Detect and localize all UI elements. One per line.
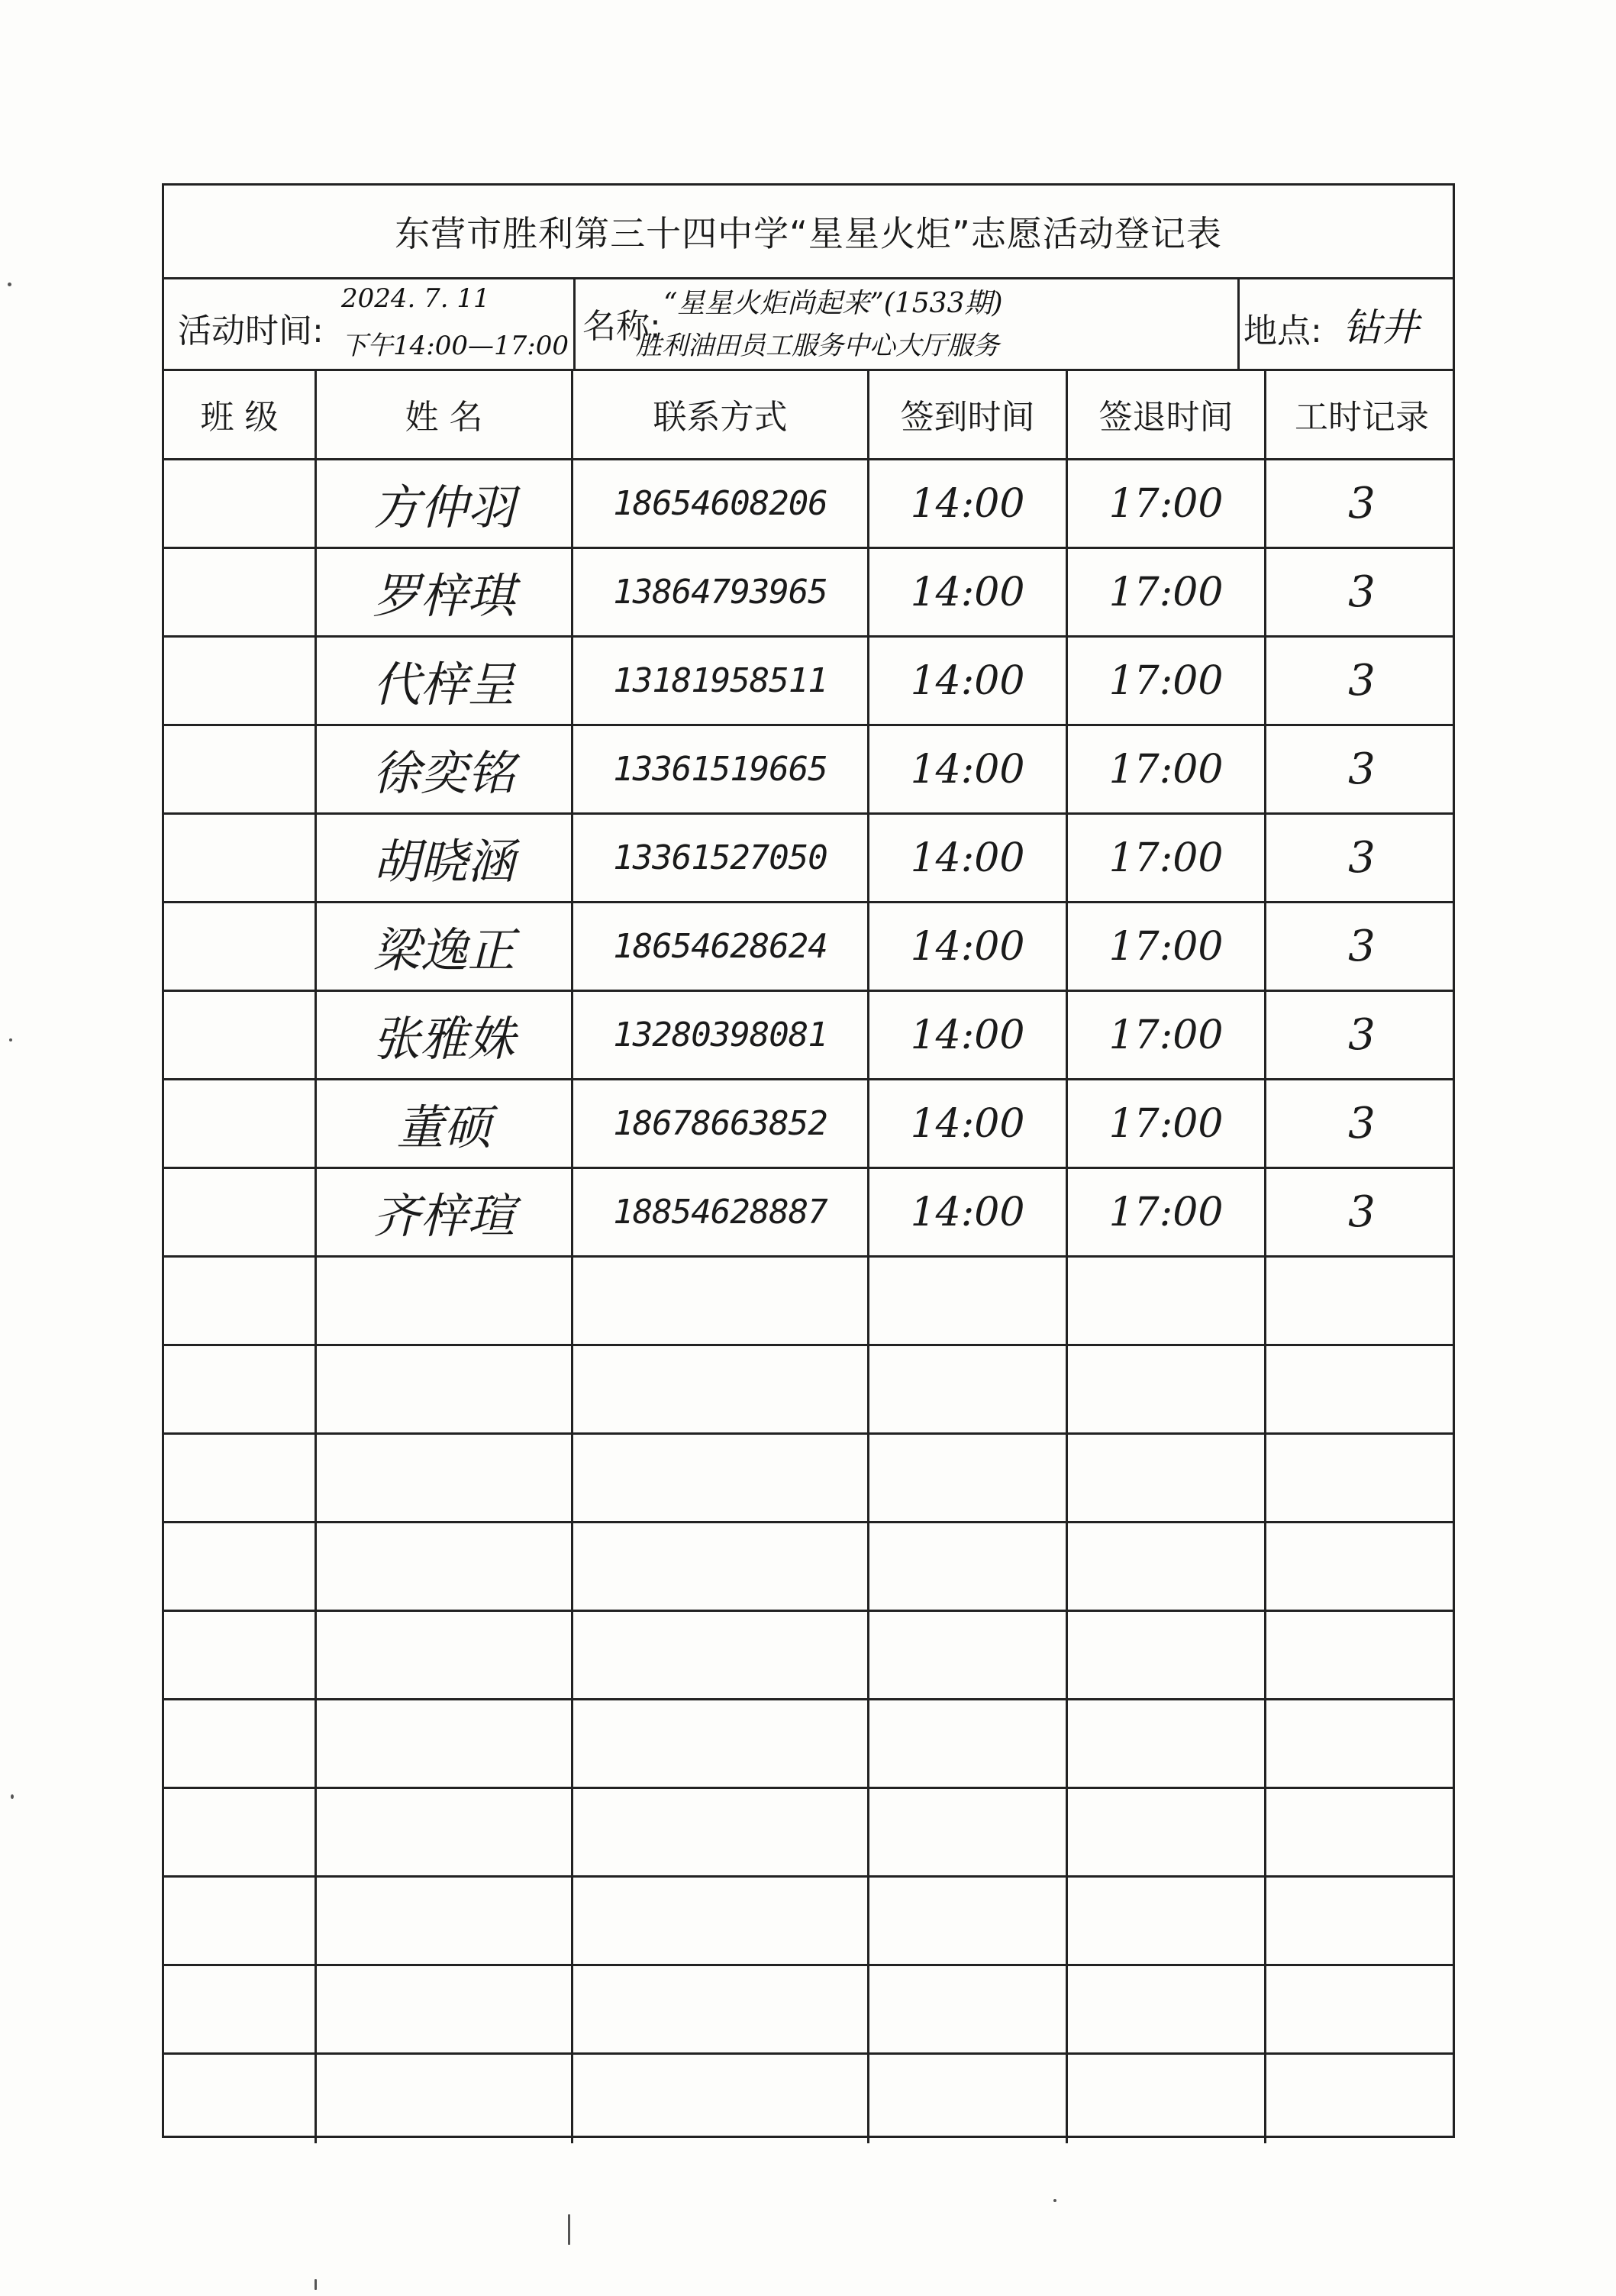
cell-hours: 3	[1348, 479, 1376, 528]
cell-sign-in: 14:00	[869, 1169, 1068, 1255]
cell-sign-out	[1068, 1346, 1266, 1432]
cell-phone: 18654608206	[573, 460, 869, 547]
cell-name: 代梓呈	[317, 638, 573, 724]
header-sign-out: 签退时间	[1068, 369, 1266, 458]
cell-hours	[1266, 1878, 1457, 1964]
table-row	[164, 549, 1453, 638]
cell-sign-out	[1068, 1612, 1266, 1698]
scan-speck	[314, 2279, 317, 2290]
cell-sign-out: 17:00	[1068, 1080, 1266, 1167]
cell-hours: 3	[1348, 1010, 1376, 1060]
cell-phone	[573, 1435, 869, 1521]
cell-name	[317, 1435, 573, 1521]
cell-phone	[573, 1966, 869, 2052]
scan-speck	[11, 1794, 14, 1799]
cell-hours	[1266, 1966, 1457, 2052]
cell-class	[164, 726, 317, 812]
activity-place-cell	[1237, 277, 1457, 369]
cell-sign-out	[1068, 1258, 1266, 1344]
activity-time-cell	[164, 277, 576, 369]
cell-sign-out	[1068, 1966, 1266, 2052]
activity-name-line2: 胜利油田员工服务中心大厅服务	[636, 331, 999, 361]
cell-name: 董硕	[317, 1080, 573, 1167]
cell-sign-in	[869, 2055, 1068, 2143]
cell-class	[164, 2055, 317, 2143]
cell-phone: 18678663852	[573, 1080, 869, 1167]
form-title: 东营市胜利第三十四中学“星星火炬”志愿活动登记表	[164, 186, 1453, 279]
cell-sign-out	[1068, 1700, 1266, 1787]
cell-phone: 18854628887	[573, 1169, 869, 1255]
cell-name: 徐奕铭	[317, 726, 573, 812]
cell-sign-in	[869, 1523, 1068, 1610]
table-row	[164, 1080, 1453, 1169]
cell-class	[164, 992, 317, 1078]
cell-hours	[1266, 1523, 1457, 1610]
cell-hours: 3	[1348, 656, 1376, 706]
cell-name	[317, 1789, 573, 1875]
table-row	[164, 1258, 1453, 1346]
cell-phone	[573, 1346, 869, 1432]
cell-hours: 3	[1348, 1187, 1376, 1237]
cell-sign-out: 17:00	[1068, 1169, 1266, 1255]
cell-class	[164, 1612, 317, 1698]
cell-name	[317, 1700, 573, 1787]
scan-speck	[1053, 2199, 1056, 2202]
activity-time-label: 活动时间:	[178, 312, 324, 350]
cell-sign-out	[1068, 1435, 1266, 1521]
cell-class	[164, 1966, 317, 2052]
cell-phone: 13181958511	[573, 638, 869, 724]
cell-hours	[1266, 2055, 1457, 2143]
cell-hours: 3	[1348, 567, 1376, 617]
cell-phone	[573, 1878, 869, 1964]
activity-hours: 下午14:00—17:00	[341, 331, 569, 361]
cell-phone	[573, 1523, 869, 1610]
cell-name	[317, 2055, 573, 2143]
table-row	[164, 638, 1453, 726]
cell-sign-out	[1068, 2055, 1266, 2143]
cell-sign-out	[1068, 1789, 1266, 1875]
cell-sign-in	[869, 1878, 1068, 1964]
cell-class	[164, 549, 317, 635]
cell-sign-in: 14:00	[869, 992, 1068, 1078]
cell-phone	[573, 1612, 869, 1698]
cell-phone: 13280398081	[573, 992, 869, 1078]
cell-class	[164, 1080, 317, 1167]
scan-speck	[9, 1038, 12, 1041]
place-value: 钻井	[1343, 305, 1419, 350]
cell-class	[164, 1700, 317, 1787]
cell-class	[164, 903, 317, 990]
cell-sign-out	[1068, 1878, 1266, 1964]
cell-sign-in: 14:00	[869, 1080, 1068, 1167]
volunteer-table	[164, 369, 1453, 2143]
cell-hours: 3	[1348, 922, 1376, 971]
cell-name: 齐梓瑄	[317, 1169, 573, 1255]
cell-name: 梁逸正	[317, 903, 573, 990]
cell-sign-out: 17:00	[1068, 815, 1266, 901]
table-row	[164, 1878, 1453, 1966]
cell-sign-in: 14:00	[869, 726, 1068, 812]
table-row	[164, 726, 1453, 815]
table-row	[164, 1966, 1453, 2055]
cell-phone	[573, 2055, 869, 2143]
cell-name	[317, 1966, 573, 2052]
cell-name: 张雅姝	[317, 992, 573, 1078]
scan-speck	[568, 2214, 570, 2245]
cell-sign-in	[869, 1612, 1068, 1698]
table-row	[164, 1523, 1453, 1612]
cell-hours	[1266, 1789, 1457, 1875]
cell-hours	[1266, 1346, 1457, 1432]
cell-sign-out	[1068, 1523, 1266, 1610]
scan-speck	[8, 283, 11, 286]
header-sign-in: 签到时间	[869, 369, 1068, 458]
cell-class	[164, 460, 317, 547]
cell-sign-in: 14:00	[869, 815, 1068, 901]
cell-name	[317, 1523, 573, 1610]
cell-name: 罗梓琪	[317, 549, 573, 635]
cell-hours	[1266, 1435, 1457, 1521]
table-row	[164, 815, 1453, 903]
table-row	[164, 2055, 1453, 2143]
cell-sign-in	[869, 1966, 1068, 2052]
cell-name	[317, 1258, 573, 1344]
cell-sign-out: 17:00	[1068, 992, 1266, 1078]
registration-form	[162, 183, 1455, 2138]
cell-sign-in	[869, 1346, 1068, 1432]
cell-phone: 13361527050	[573, 815, 869, 901]
table-row	[164, 1346, 1453, 1435]
cell-hours	[1266, 1700, 1457, 1787]
cell-sign-out: 17:00	[1068, 638, 1266, 724]
cell-name: 胡晓涵	[317, 815, 573, 901]
cell-hours: 3	[1348, 1099, 1376, 1148]
cell-name	[317, 1878, 573, 1964]
cell-sign-in: 14:00	[869, 638, 1068, 724]
cell-sign-in	[869, 1700, 1068, 1787]
activity-name-cell	[573, 277, 1240, 369]
cell-phone: 18654628624	[573, 903, 869, 990]
activity-name-line1: “星星火炬尚起来”(1533期)	[663, 288, 1003, 319]
cell-class	[164, 1789, 317, 1875]
cell-class	[164, 1169, 317, 1255]
cell-sign-in	[869, 1789, 1068, 1875]
cell-class	[164, 638, 317, 724]
cell-sign-out: 17:00	[1068, 460, 1266, 547]
table-row	[164, 992, 1453, 1080]
cell-name: 方仲羽	[317, 460, 573, 547]
table-row	[164, 1435, 1453, 1523]
table-row	[164, 1700, 1453, 1789]
cell-class	[164, 1346, 317, 1432]
activity-date: 2024. 7. 11	[341, 283, 490, 314]
header-class: 班 级	[164, 369, 317, 458]
cell-class	[164, 1523, 317, 1610]
table-row	[164, 903, 1453, 992]
cell-hours: 3	[1348, 744, 1376, 794]
header-hours: 工时记录	[1295, 397, 1429, 437]
cell-phone	[573, 1700, 869, 1787]
cell-sign-out: 17:00	[1068, 903, 1266, 990]
table-row	[164, 1789, 1453, 1878]
activity-info-row	[164, 277, 1453, 371]
cell-sign-in: 14:00	[869, 903, 1068, 990]
cell-class	[164, 1878, 317, 1964]
table-row	[164, 1612, 1453, 1700]
cell-phone: 13864793965	[573, 549, 869, 635]
activity-name-label: 名称:	[582, 307, 661, 346]
table-header-row	[164, 369, 1453, 460]
header-contact: 联系方式	[573, 369, 869, 458]
table-row	[164, 1169, 1453, 1258]
cell-hours	[1266, 1612, 1457, 1698]
cell-sign-out: 17:00	[1068, 726, 1266, 812]
cell-hours	[1266, 1258, 1457, 1344]
cell-sign-in: 14:00	[869, 460, 1068, 547]
cell-sign-in: 14:00	[869, 549, 1068, 635]
cell-class	[164, 815, 317, 901]
cell-hours: 3	[1348, 833, 1376, 883]
cell-phone: 13361519665	[573, 726, 869, 812]
cell-sign-in	[869, 1258, 1068, 1344]
place-label: 地点:	[1243, 312, 1322, 350]
cell-phone	[573, 1258, 869, 1344]
cell-class	[164, 1258, 317, 1344]
cell-name	[317, 1612, 573, 1698]
cell-sign-out: 17:00	[1068, 549, 1266, 635]
table-row	[164, 460, 1453, 549]
cell-phone	[573, 1789, 869, 1875]
cell-name	[317, 1346, 573, 1432]
header-name: 姓 名	[317, 369, 573, 458]
cell-class	[164, 1435, 317, 1521]
cell-sign-in	[869, 1435, 1068, 1521]
